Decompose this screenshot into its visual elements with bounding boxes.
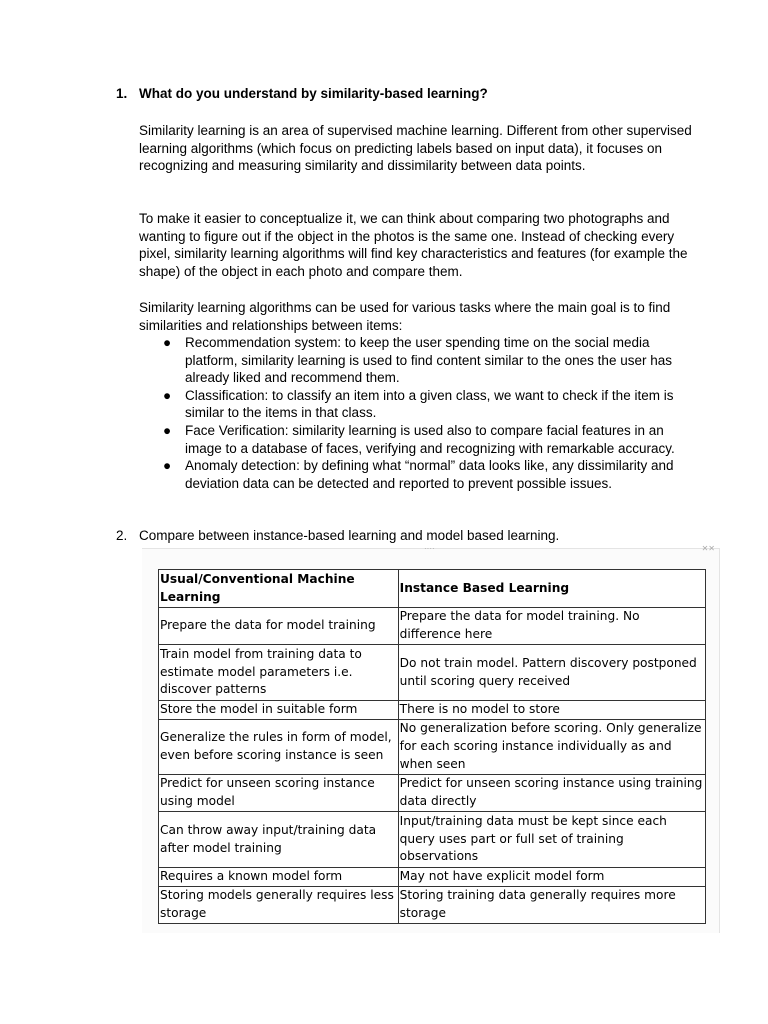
list-item-text: Anomaly detection: by defining what “normal” data looks like, any dissimilarity and deviation data can be detected and reported to prevent possible issues. <box>185 458 674 491</box>
list-item <box>139 422 699 457</box>
paragraph-3: Similarity learning algorithms can be used for various tasks where the main goal is to find similarities and relationships between items: <box>139 300 671 333</box>
use-cases-list <box>139 334 699 492</box>
question-2-title: Compare between instance-based learning and model based learning. <box>139 528 560 543</box>
bullet-icon: ● <box>163 422 172 438</box>
table-cell: Prepare the data for model training. No difference here <box>398 608 705 645</box>
table-row <box>159 720 706 775</box>
table-cell: No generalization before scoring. Only generalize for each scoring instance individually as and when seen <box>398 720 705 775</box>
list-item-text: Face Verification: similarity learning is used also to compare facial features in an image to a database of faces, verifying and recognizing with remarkable accuracy. <box>185 422 675 456</box>
table-cell: Predict for unseen scoring instance using training data directly <box>398 775 705 812</box>
question-1-heading <box>116 86 488 101</box>
list-item <box>139 387 699 422</box>
bullet-icon: ● <box>163 387 172 403</box>
bullet-icon: ● <box>163 458 172 474</box>
table-row <box>159 608 706 645</box>
drag-handle-icon: ···· <box>424 544 435 553</box>
paragraph-1: Similarity learning is an area of supervised machine learning. Different from other supervised learning algorithms (which focus on predicting labels based on input data), it focuses on recognizing and measuring similarity and dissimilarity between data points. <box>139 123 692 174</box>
table-row <box>159 887 706 924</box>
table-cell: Predict for unseen scoring instance using model <box>159 775 399 812</box>
table-cell: There is no model to store <box>398 701 705 720</box>
table-cell: Train model from training data to estimate model parameters i.e. discover patterns <box>159 645 399 701</box>
table-row <box>159 645 706 701</box>
table-row <box>159 701 706 720</box>
table-cell: Prepare the data for model training <box>159 608 399 645</box>
close-icon: ✕✕ <box>701 544 715 553</box>
table-cell: Generalize the rules in form of model, even before scoring instance is seen <box>159 720 399 775</box>
list-item <box>139 334 699 387</box>
question-2-heading <box>116 528 559 543</box>
table-row <box>159 868 706 887</box>
table-row <box>159 812 706 868</box>
paragraph-2: To make it easier to conceptualize it, we can think about comparing two photographs and wanting to figure out if the object in the photos is the same one. Instead of checking every pixel, similarity learning algorithms will find key characteristics and features (for example the shape) of the object in each photo and compare them. <box>139 211 688 279</box>
table-cell: Do not train model. Pattern discovery postponed until scoring query received <box>398 645 705 701</box>
table-cell: Requires a known model form <box>159 868 399 887</box>
table-cell: Input/training data must be kept since each query uses part or full set of training observations <box>398 812 705 868</box>
table-cell: Store the model in suitable form <box>159 701 399 720</box>
table-cell: Storing models generally requires less storage <box>159 887 399 924</box>
table-cell: Can throw away input/training data after model training <box>159 812 399 868</box>
table-cell: May not have explicit model form <box>398 868 705 887</box>
list-item <box>139 457 699 492</box>
question-2-number: 2. <box>116 528 128 543</box>
table-header-row <box>159 570 706 608</box>
table-header-cell: Usual/Conventional Machine Learning <box>159 570 399 608</box>
list-item-text: Recommendation system: to keep the user spending time on the social media platform, similarity learning is used to find content similar to the ones the user has already liked and recommend them. <box>185 335 672 386</box>
bullet-icon: ● <box>163 335 172 350</box>
table-cell: Storing training data generally requires more storage <box>398 887 705 924</box>
question-1-number: 1. <box>116 86 128 101</box>
list-item-text: Classification: to classify an item into a given class, we want to check if the item is similar to the items in that class. <box>185 387 674 421</box>
table-header-cell: Instance Based Learning <box>398 570 705 608</box>
table-row <box>159 775 706 812</box>
comparison-table <box>158 569 706 924</box>
question-1-title: What do you understand by similarity-based learning? <box>139 86 488 101</box>
